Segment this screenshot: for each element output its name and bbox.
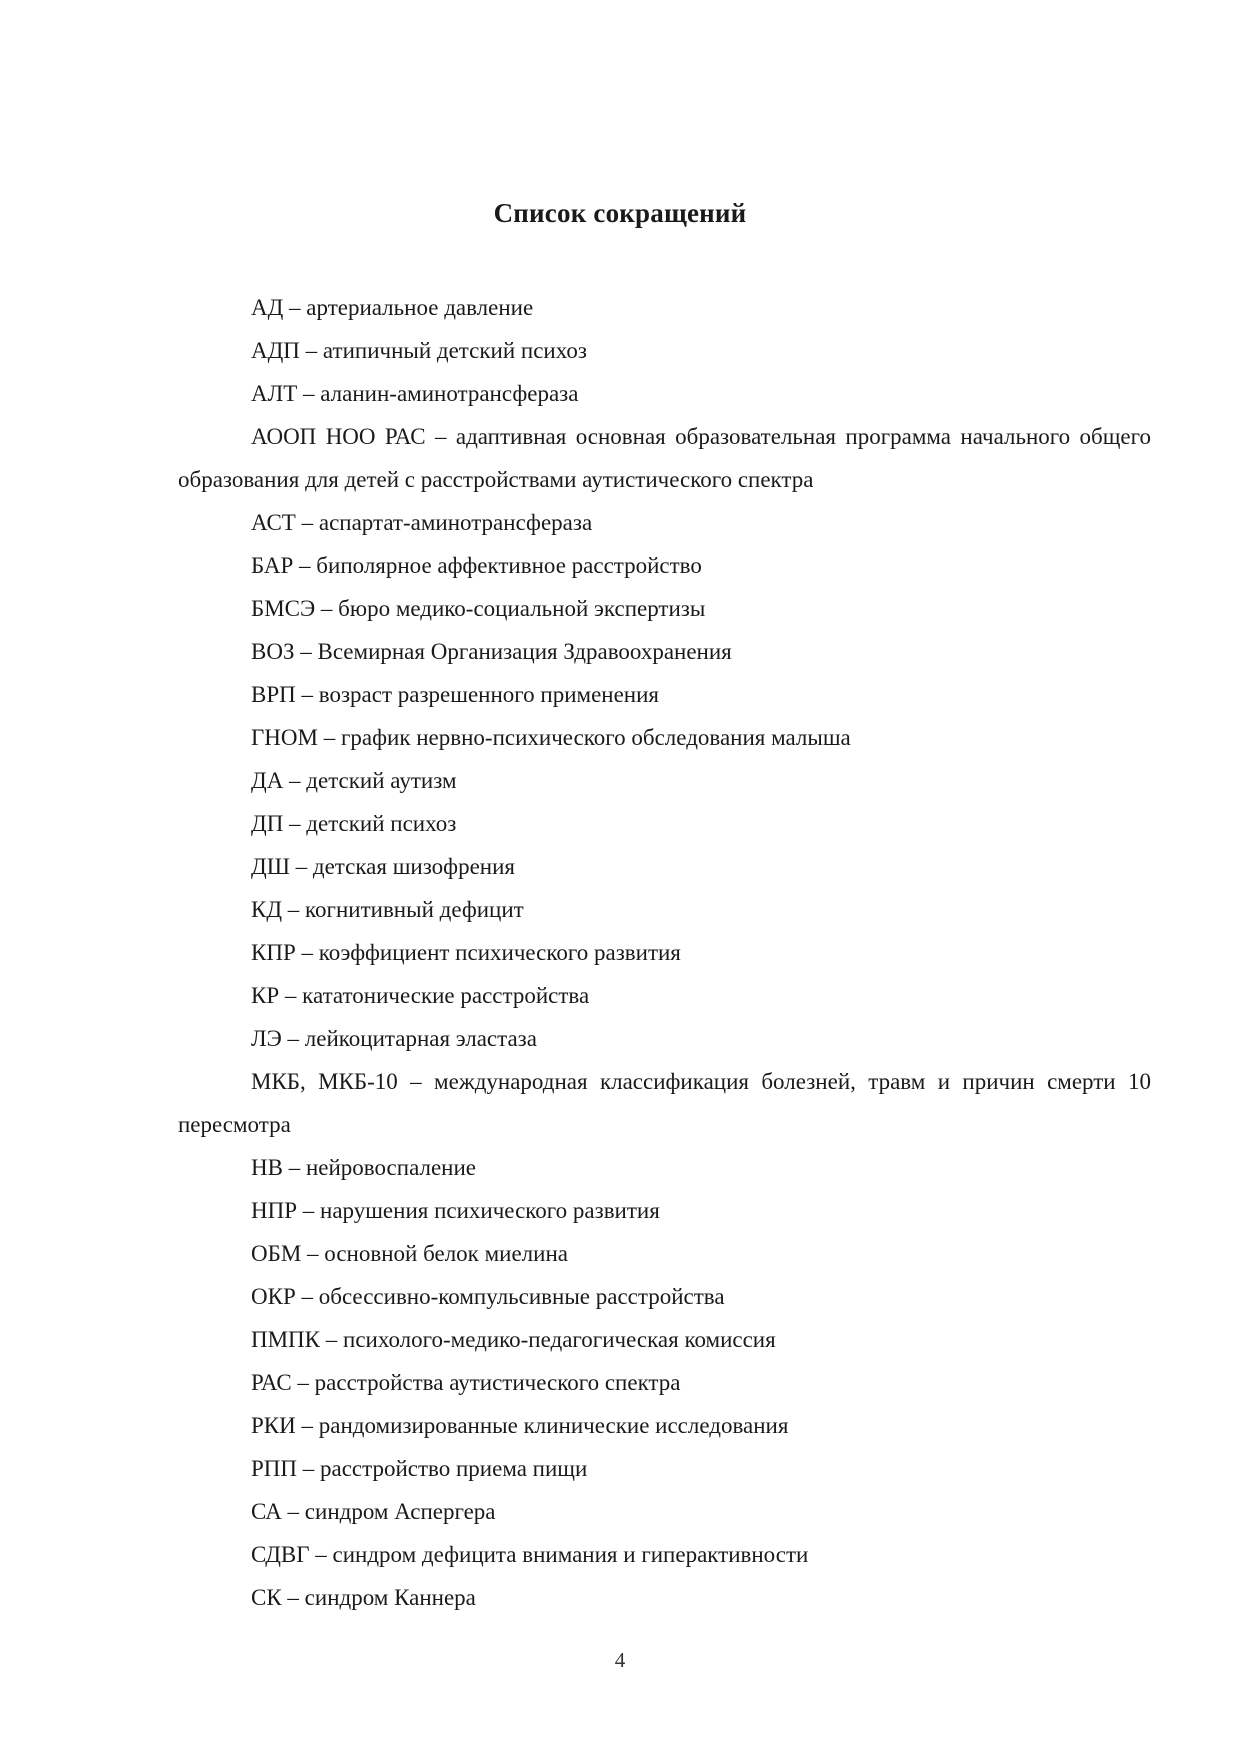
page-title: Список сокращений (493, 198, 747, 228)
list-item: СА – синдром Аспергера (251, 1499, 496, 1524)
list-item: ЛЭ – лейкоцитарная эластаза (251, 1026, 537, 1051)
list-item: РКИ – рандомизированные клинические исследования (251, 1413, 789, 1438)
list-item: ДП – детский психоз (251, 811, 457, 836)
list-item: ОКР – обсессивно-компульсивные расстройства (251, 1284, 725, 1309)
list-item: СК – синдром Каннера (251, 1585, 476, 1610)
list-item: АООП НОО РАС – адаптивная основная образовательная программа начального общего образования для детей с расстройствами аутистического спектра (178, 424, 1151, 492)
list-item: МКБ, МКБ-10 – международная классификация болезней, травм и причин смерти 10 пересмотра (178, 1069, 1151, 1137)
list-item: БАР – биполярное аффективное расстройство (251, 553, 702, 578)
list-item: АЛТ – аланин-аминотрансфераза (251, 381, 579, 406)
list-item: ДШ – детская шизофрения (251, 854, 515, 879)
list-item: АДП – атипичный детский психоз (251, 338, 587, 363)
list-item: РПП – расстройство приема пищи (251, 1456, 588, 1481)
list-item: СДВГ – синдром дефицита внимания и гиперактивности (251, 1542, 809, 1567)
list-item: ПМПК – психолого-медико-педагогическая комиссия (251, 1327, 776, 1352)
list-item: ОБМ – основной белок миелина (251, 1241, 568, 1266)
page-number: 4 (614, 1648, 626, 1672)
list-item: ВРП – возраст разрешенного применения (251, 682, 659, 707)
list-item: ВОЗ – Всемирная Организация Здравоохранения (251, 639, 732, 664)
list-item: НПР – нарушения психического развития (251, 1198, 660, 1223)
list-item: РАС – расстройства аутистического спектра (251, 1370, 681, 1395)
list-item: АД – артериальное давление (251, 295, 534, 320)
list-item: ДА – детский аутизм (251, 768, 457, 793)
list-item: КД – когнитивный дефицит (251, 897, 524, 922)
list-item: НВ – нейровоспаление (251, 1155, 476, 1180)
list-item: ГНОМ – график нервно-психического обследования малыша (251, 725, 851, 750)
list-item: КПР – коэффициент психического развития (251, 940, 681, 965)
list-item: КР – кататонические расстройства (251, 983, 590, 1008)
list-item: АСТ – аспартат-аминотрансфераза (251, 510, 593, 535)
list-item: БМСЭ – бюро медико-социальной экспертизы (251, 596, 706, 621)
abbreviation-list (178, 286, 1151, 1619)
